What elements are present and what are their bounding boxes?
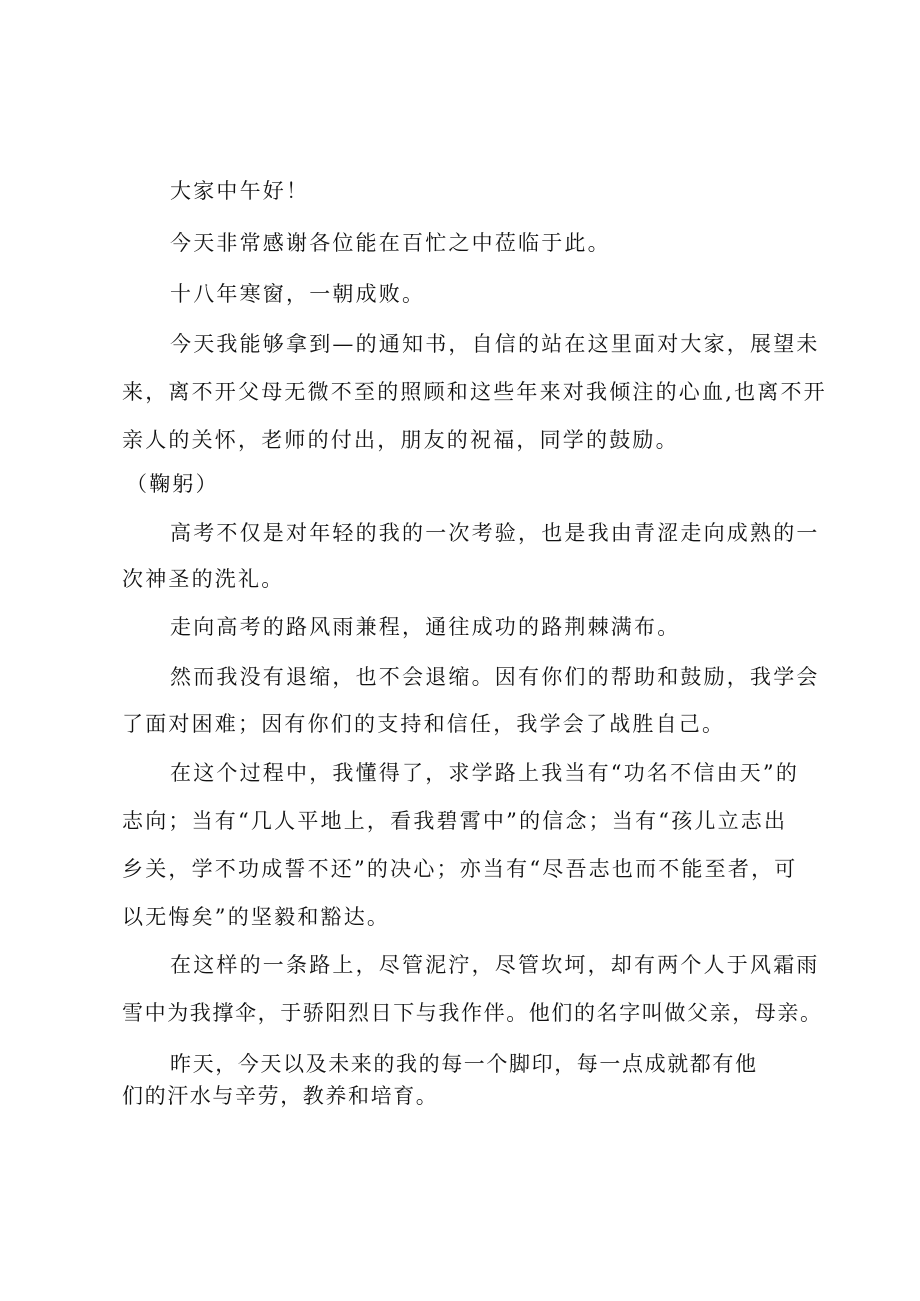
thanks-line: 今天非常感谢各位能在百忙之中莅临于此。	[170, 231, 611, 255]
text-line: 了面对困难；因有你们的支持和信任，我学会了战胜自己。	[122, 712, 726, 736]
text-line: 来，离不开父母无微不至的照顾和这些年来对我倾注的心血,也离不开	[122, 380, 827, 404]
text-line: 雪中为我撑伞，于骄阳烈日下与我作伴。他们的名字叫做父亲，母亲。	[122, 1001, 823, 1025]
text-line: 次神圣的洗礼。	[122, 567, 285, 591]
text-line: 走向高考的路风雨兼程，通往成功的路荆棘满布。	[170, 615, 681, 639]
stage-direction: （鞠躬）	[126, 472, 219, 496]
text-line: 以无悔矣”的坚毅和豁达。	[122, 905, 391, 929]
text-line: 十八年寒窗，一朝成败。	[170, 282, 426, 306]
text-line: 昨天，今天以及未来的我的每一个脚印，每一点成就都有他	[170, 1052, 758, 1076]
text-line: 志向；当有“几人平地上，看我碧霄中”的信念；当有“孩儿立志出	[122, 809, 788, 833]
text-line: 们的汗水与辛劳，教养和培育。	[122, 1084, 439, 1108]
text-line: 今天我能够拿到—的通知书，自信的站在这里面对大家，展望未	[170, 332, 820, 356]
text-line: 高考不仅是对年轻的我的一次考验，也是我由青涩走向成熟的一	[170, 521, 820, 545]
text-line: 乡关，学不功成誓不还”的决心；亦当有“尽吾志也而不能至者，可	[122, 857, 798, 881]
text-line: 在这样的一条路上，尽管泥泞，尽管坎坷，却有两个人于风霜雨	[170, 953, 820, 977]
text-line: 亲人的关怀，老师的付出，朋友的祝福，同学的鼓励。	[122, 428, 679, 452]
greeting-line: 大家中午好！	[170, 179, 310, 203]
text-line: 然而我没有退缩，也不会退缩。因有你们的帮助和鼓励，我学会	[170, 665, 820, 689]
text-line: 在这个过程中，我懂得了，求学路上我当有“功名不信由天”的	[170, 761, 800, 785]
